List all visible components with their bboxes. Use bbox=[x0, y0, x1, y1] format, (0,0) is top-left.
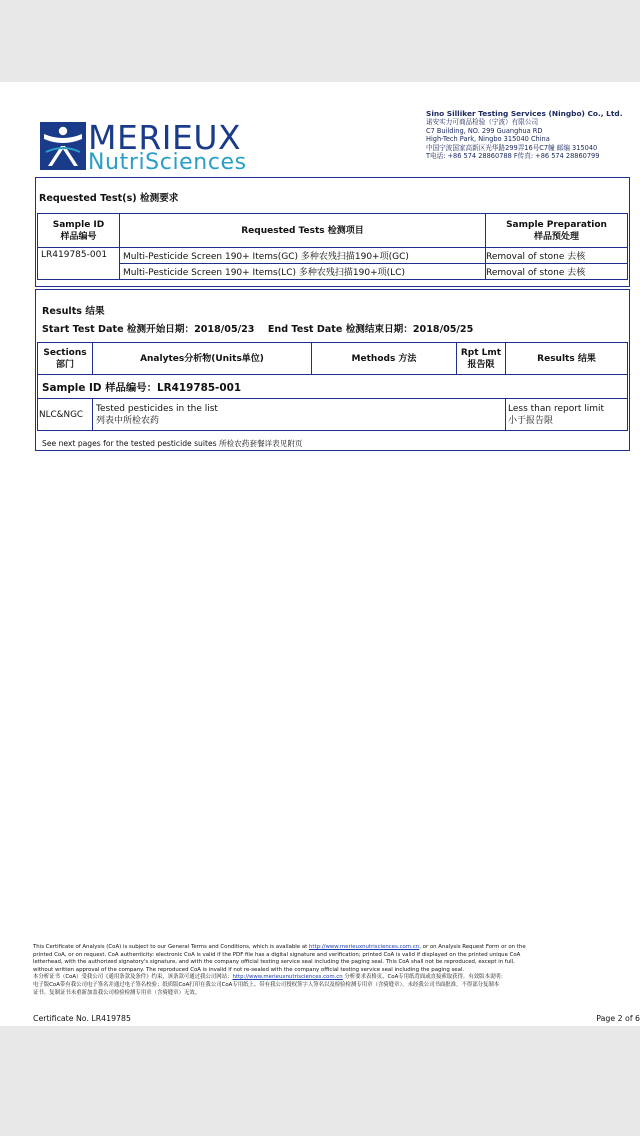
footer-line-1a: This Certificate of Analysis (CoA) is subject to our General Terms and Conditions, which is available at bbox=[33, 944, 309, 950]
footer-line-6: 电子版CoA带有我公司电子签名并通过电子签名校验；纸质版CoA打印在我公司CoA专用纸上、带有我公司授权签字人签名以及检验检测专用章（含骑缝章）。未经我公司书面批准，不得部分复制本 bbox=[33, 981, 500, 988]
sections-header-en: Sections bbox=[43, 347, 87, 358]
results-title: Results 结果 bbox=[42, 306, 105, 317]
requested-tests-header: Requested Tests 检测项目 bbox=[120, 214, 486, 248]
footer-line-5a: 本分析证书（CoA）受我公司《通用条款及条件》约束，该条款可通过我公司网站： bbox=[33, 974, 233, 981]
sections-header bbox=[38, 343, 93, 375]
company-name: Sino Silliker Testing Services (Ningbo) Co., Ltd. bbox=[426, 109, 623, 118]
footer-terms bbox=[33, 944, 639, 997]
requested-tests-table bbox=[37, 213, 628, 280]
sample-prep-lc: Removal of stone 去核 bbox=[486, 264, 628, 280]
rpt-lmt-header bbox=[457, 343, 506, 375]
sample-id-cell: LR419785-001 bbox=[38, 248, 120, 280]
requested-test-lc: Multi-Pesticide Screen 190+ Items(LC) 多种农残扫描190+项(LC) bbox=[120, 264, 486, 280]
logo-brand-sub: NutriSciences bbox=[88, 150, 247, 175]
test-dates: Start Test Date 检测开始日期：2018/05/23 End Test Date 检测结束日期：2018/05/25 bbox=[42, 324, 474, 335]
footer-line-1b: , or on Analysis Request Form or on the bbox=[419, 944, 526, 950]
merieux-logo-mark-icon bbox=[40, 122, 86, 170]
merieux-logo bbox=[40, 120, 270, 176]
footer-line-5b: 分析要求表格页、CoA专用纸背面或直接索取获得。有效版本说明： bbox=[342, 974, 507, 981]
requested-test-gc: Multi-Pesticide Screen 190+ Items(GC) 多种农残扫描190+项(GC) bbox=[120, 248, 486, 264]
page-number: Page 2 of 6 bbox=[596, 1014, 640, 1023]
company-address-2: High-Tech Park, Ningbo 315040 China bbox=[426, 135, 550, 144]
company-phone: T电话: +86 574 28860788 F传真: +86 574 28860799 bbox=[426, 152, 600, 161]
footer-line-1 bbox=[33, 944, 639, 952]
table-row bbox=[38, 264, 628, 280]
company-address-3: 中国宁波国家高新区光华路299弄16号C7幢 邮编 315040 bbox=[426, 143, 598, 152]
sample-prep-header-en: Sample Preparation bbox=[506, 219, 607, 230]
footer-line-2: printed CoA, or on request. CoA authenticity: electronic CoA is valid if the PDF file has a digital signature and verification; printed CoA is valid if displayed on the printed unique CoA bbox=[33, 951, 521, 958]
requested-tests-title: Requested Test(s) 检测要求 bbox=[39, 193, 179, 204]
company-info bbox=[426, 110, 640, 160]
section-cell: NLC&NGC bbox=[38, 399, 93, 431]
rpt-lmt-header-en: Rpt Lmt bbox=[460, 347, 502, 358]
results-table bbox=[37, 342, 628, 431]
footer-line-5 bbox=[33, 974, 639, 982]
rpt-lmt-header-cn: 报告限 bbox=[467, 359, 495, 370]
certificate-number: Certificate No. LR419785 bbox=[33, 1014, 131, 1023]
result-cell bbox=[506, 399, 628, 431]
terms-link[interactable]: http://www.merieuxnutrisciences.com.cn bbox=[308, 944, 420, 950]
methods-header: Methods 方法 bbox=[312, 343, 457, 375]
result-en: Less than report limit bbox=[508, 403, 605, 414]
analyte-cell bbox=[93, 399, 506, 431]
footer-line-7: 证书。复制证书未重新加盖我公司检验检测专用章（含骑缝章）无效。 bbox=[33, 989, 201, 996]
footer-line-4: without written approval of the company. The reproduced CoA is invalid if not re-sealed with the company official testing service seal including the paging seal. bbox=[33, 966, 465, 973]
sections-header-cn: 部门 bbox=[55, 359, 74, 370]
sample-id-header bbox=[38, 214, 120, 248]
table-row bbox=[38, 399, 628, 431]
terms-link-cn[interactable]: http://www.merieuxnutrisciences.com.cn bbox=[232, 974, 343, 981]
sample-prep-gc: Removal of stone 去核 bbox=[486, 248, 628, 264]
results-header: Results 结果 bbox=[506, 343, 628, 375]
sample-id-header-en: Sample ID bbox=[52, 219, 105, 230]
footer-line-3: letterhead, with the authorized signatory's signature, and with the company official testing service seal including the paging seal. This CoA shall not be reproduced, except in full, bbox=[33, 959, 515, 966]
company-name-cn: 诺安实力可商品检验（宁波）有限公司 bbox=[426, 118, 539, 127]
sample-prep-header-cn: 样品预处理 bbox=[533, 231, 579, 242]
sample-id-header-cn: 样品编号 bbox=[60, 231, 97, 242]
pesticide-suites-note: See next pages for the tested pesticide suites 所检农药套餐详表见附页 bbox=[42, 439, 303, 448]
result-cn: 小于报告限 bbox=[508, 415, 554, 426]
analytes-header: Analytes分析物(Units单位) bbox=[93, 343, 312, 375]
table-row bbox=[38, 248, 628, 264]
sample-prep-header bbox=[486, 214, 628, 248]
analyte-cn: 列表中所检农药 bbox=[96, 415, 160, 426]
logo-brand-main: MERIEUX bbox=[88, 118, 242, 157]
analyte-en: Tested pesticides in the list bbox=[96, 403, 218, 414]
sample-id-row: Sample ID 样品编号：LR419785-001 bbox=[38, 375, 628, 399]
company-address-1: C7 Building, NO. 299 Guanghua RD bbox=[426, 126, 543, 135]
certificate-page bbox=[0, 82, 640, 1026]
